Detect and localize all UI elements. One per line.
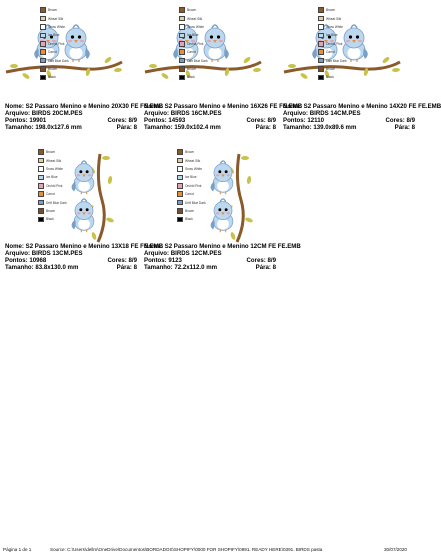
color-label: Brown	[46, 150, 56, 155]
color-swatch	[179, 33, 185, 39]
color-count: Cores: 8/9	[246, 257, 276, 265]
color-label: Drift Blue Dark	[46, 200, 67, 205]
legend-row	[179, 31, 219, 39]
design-file: Arquivo: BIRDS 20CM.PES	[5, 110, 83, 118]
color-swatch	[38, 175, 44, 181]
color-label: Wheat Silk	[185, 158, 201, 163]
legend-row	[177, 215, 217, 223]
color-label: Snow White	[46, 166, 64, 171]
legend-row	[177, 165, 217, 173]
legend-row	[179, 14, 219, 22]
legend-row	[177, 207, 217, 215]
color-swatch	[40, 16, 46, 22]
color-swatch	[177, 191, 183, 197]
design-info	[283, 103, 441, 132]
leaf	[22, 72, 31, 80]
design-name: Nome: S2 Passaro Menino e Menino 13X18 FE FE.EMB	[5, 243, 164, 250]
design-card	[139, 0, 303, 135]
legend-row	[38, 198, 78, 206]
legend-row	[38, 148, 78, 156]
legend-row	[177, 198, 217, 206]
legend-row	[40, 48, 80, 56]
color-label: Brown	[48, 8, 58, 13]
color-label: Brown	[48, 66, 58, 71]
source-path: Source: C:\Users\dellm\OneDrive\Documentos\BORDADOS\SHOPIFY\0000 FOR SHOPIFY\0991. READY HERE\0391. BIRDS pasta	[50, 547, 323, 552]
color-swatch	[38, 217, 44, 223]
design-info	[144, 103, 303, 132]
color-label: Brown	[187, 8, 197, 13]
color-swatch	[177, 200, 183, 206]
color-count: Cores: 8/9	[246, 117, 276, 125]
color-label: Ice Blue	[187, 33, 199, 38]
legend-row	[318, 6, 358, 14]
color-swatch	[318, 7, 324, 13]
leaf	[161, 72, 170, 80]
legend-row	[40, 31, 80, 39]
leaf	[230, 232, 236, 241]
color-label: Brown	[326, 66, 336, 71]
thread-color-legend	[40, 6, 80, 82]
stitch-count: Pontos: 9123	[144, 257, 182, 265]
color-swatch	[177, 175, 183, 181]
design-size: Tamanho: 83.8x130.0 mm	[5, 264, 79, 272]
design-file: Arquivo: BIRDS 13CM.PES	[5, 250, 83, 258]
legend-row	[177, 190, 217, 198]
color-count: Cores: 8/9	[107, 117, 137, 125]
stitch-count: Pontos: 12110	[283, 117, 324, 125]
design-name: Nome: S2 Passaro Menino e Menino 12CM FE FE.EMB	[144, 243, 301, 250]
thread-color-legend	[177, 148, 217, 224]
design-card	[278, 0, 441, 135]
color-label: Wheat Silk	[326, 16, 342, 21]
color-swatch	[179, 7, 185, 13]
leaf	[10, 64, 18, 68]
color-swatch	[179, 16, 185, 22]
color-label: Brown	[185, 150, 195, 155]
legend-row	[40, 56, 80, 64]
color-label: Brown	[185, 208, 195, 213]
color-swatch	[177, 158, 183, 164]
legend-row	[38, 182, 78, 190]
color-swatch	[179, 41, 185, 47]
legend-row	[318, 23, 358, 31]
design-name: Nome: S2 Passaro Menino e Menino 16X26 FE FE.EMB	[144, 103, 303, 110]
color-label: Black	[48, 75, 56, 80]
color-label: Brown	[187, 66, 197, 71]
color-label: Ice Blue	[48, 33, 60, 38]
branch	[98, 154, 104, 242]
color-label: Brown	[326, 8, 336, 13]
color-label: Drift Blue Dark	[187, 58, 208, 63]
legend-row	[179, 6, 219, 14]
color-swatch	[318, 58, 324, 64]
legend-row	[179, 56, 219, 64]
color-label: Ice Blue	[326, 33, 338, 38]
color-swatch	[40, 41, 46, 47]
color-label: Wheat Silk	[48, 16, 64, 21]
color-swatch	[38, 208, 44, 214]
design-info	[144, 243, 301, 272]
color-swatch	[179, 24, 185, 30]
thread-color-legend	[38, 148, 78, 224]
leaf	[245, 217, 254, 223]
legend-row	[38, 156, 78, 164]
color-swatch	[40, 24, 46, 30]
legend-row	[177, 156, 217, 164]
color-swatch	[179, 66, 185, 72]
legend-row	[38, 173, 78, 181]
legend-row	[40, 73, 80, 81]
color-label: Carrot	[326, 50, 335, 55]
color-label: Drift Blue Dark	[185, 200, 206, 205]
legend-row	[179, 40, 219, 48]
color-label: Black	[326, 75, 334, 80]
color-label: Black	[185, 217, 193, 222]
design-size: Tamanho: 72.2x112.0 mm	[144, 264, 218, 272]
color-label: Snow White	[187, 24, 205, 29]
legend-row	[318, 48, 358, 56]
legend-row	[40, 6, 80, 14]
color-label: Carrot	[46, 192, 55, 197]
leaf	[300, 72, 309, 80]
color-swatch	[318, 16, 324, 22]
color-swatch	[179, 58, 185, 64]
leaf	[107, 176, 112, 185]
leaf	[114, 68, 122, 73]
color-label: Snow White	[326, 24, 344, 29]
color-swatch	[318, 24, 324, 30]
design-size: Tamanho: 159.0x102.4 mm	[144, 124, 221, 132]
design-file: Arquivo: BIRDS 12CM.PES	[144, 250, 222, 258]
color-swatch	[40, 33, 46, 39]
design-card	[0, 0, 164, 135]
stop-count: Pára: 8	[255, 264, 276, 272]
color-swatch	[177, 183, 183, 189]
color-swatch	[40, 49, 46, 55]
leaf	[253, 68, 261, 73]
legend-row	[179, 23, 219, 31]
color-count: Cores: 8/9	[385, 117, 415, 125]
stop-count: Pára: 8	[116, 264, 137, 272]
stitch-count: Pontos: 14593	[144, 117, 186, 125]
color-swatch	[38, 149, 44, 155]
leaf	[104, 56, 113, 64]
color-count: Cores: 8/9	[107, 257, 137, 265]
color-swatch	[40, 75, 46, 81]
color-label: Brown	[46, 208, 56, 213]
color-swatch	[38, 191, 44, 197]
design-size: Tamanho: 198.0x127.6 mm	[5, 124, 82, 132]
legend-row	[40, 14, 80, 22]
color-swatch	[177, 149, 183, 155]
color-swatch	[318, 33, 324, 39]
color-swatch	[40, 58, 46, 64]
color-swatch	[318, 75, 324, 81]
thread-color-legend	[179, 6, 219, 82]
color-label: Orchid Pink	[185, 183, 202, 188]
stitch-count: Pontos: 10968	[5, 257, 47, 265]
color-swatch	[38, 183, 44, 189]
leaf	[91, 232, 97, 241]
color-swatch	[177, 166, 183, 172]
color-label: Ice Blue	[46, 175, 58, 180]
legend-row	[177, 148, 217, 156]
legend-row	[40, 65, 80, 73]
color-label: Wheat Silk	[46, 158, 62, 163]
page-number: Página 1 de 1	[3, 547, 32, 552]
color-label: Carrot	[185, 192, 194, 197]
design-file: Arquivo: BIRDS 14CM.PES	[283, 110, 361, 118]
stop-count: Pára: 8	[255, 124, 276, 132]
thread-color-legend	[318, 6, 358, 82]
color-swatch	[38, 200, 44, 206]
legend-row	[318, 56, 358, 64]
color-label: Orchid Pink	[187, 41, 204, 46]
legend-row	[179, 48, 219, 56]
design-size: Tamanho: 139.0x89.6 mm	[283, 124, 357, 132]
legend-row	[177, 182, 217, 190]
color-swatch	[318, 41, 324, 47]
stop-count: Pára: 8	[394, 124, 415, 132]
color-swatch	[179, 75, 185, 81]
legend-row	[40, 40, 80, 48]
color-swatch	[38, 158, 44, 164]
legend-row	[177, 173, 217, 181]
legend-row	[179, 65, 219, 73]
leaf	[106, 217, 115, 223]
leaf	[382, 56, 391, 64]
legend-row	[38, 165, 78, 173]
legend-row	[318, 31, 358, 39]
color-label: Black	[46, 217, 54, 222]
legend-row	[38, 190, 78, 198]
legend-row	[40, 23, 80, 31]
color-label: Ice Blue	[185, 175, 197, 180]
branch	[237, 154, 243, 242]
legend-row	[179, 73, 219, 81]
legend-row	[318, 40, 358, 48]
color-swatch	[318, 49, 324, 55]
leaf	[246, 176, 251, 185]
design-card	[139, 140, 301, 275]
color-label: Black	[187, 75, 195, 80]
color-label: Drift Blue Dark	[326, 58, 347, 63]
color-swatch	[177, 217, 183, 223]
design-info	[5, 103, 164, 132]
leaf	[241, 156, 249, 160]
legend-row	[318, 14, 358, 22]
print-date: 30/07/2020	[384, 547, 407, 552]
color-label: Drift Blue Dark	[48, 58, 69, 63]
leaf	[149, 64, 157, 68]
legend-row	[318, 65, 358, 73]
leaf	[288, 64, 296, 68]
leaf	[102, 156, 110, 160]
color-swatch	[38, 166, 44, 172]
color-label: Snow White	[48, 24, 66, 29]
color-label: Snow White	[185, 166, 203, 171]
design-name: Nome: S2 Passaro Menino e Menino 20X30 FE FE.EMB	[5, 103, 164, 110]
design-file: Arquivo: BIRDS 16CM.PES	[144, 110, 222, 118]
color-label: Orchid Pink	[48, 41, 65, 46]
color-swatch	[318, 66, 324, 72]
stitch-count: Pontos: 19901	[5, 117, 47, 125]
color-label: Wheat Silk	[187, 16, 203, 21]
color-swatch	[177, 208, 183, 214]
color-swatch	[40, 7, 46, 13]
color-swatch	[40, 66, 46, 72]
color-label: Carrot	[48, 50, 57, 55]
legend-row	[38, 215, 78, 223]
legend-row	[38, 207, 78, 215]
color-label: Carrot	[187, 50, 196, 55]
legend-row	[318, 73, 358, 81]
color-label: Orchid Pink	[326, 41, 343, 46]
leaf	[243, 56, 252, 64]
stop-count: Pára: 8	[116, 124, 137, 132]
color-swatch	[179, 49, 185, 55]
design-name: Nome: S2 Passaro Menino e Menino 14X20 FE FE.EMB	[283, 103, 441, 110]
leaf	[392, 68, 400, 73]
color-label: Orchid Pink	[46, 183, 63, 188]
